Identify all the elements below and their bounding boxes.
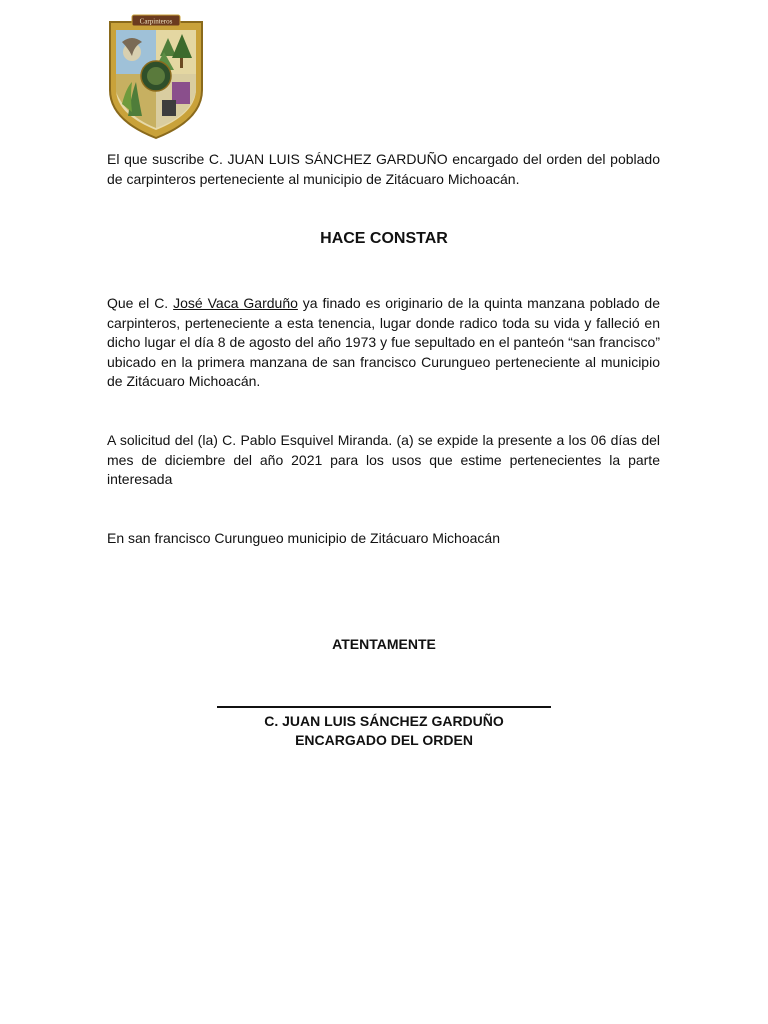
body-rest: ya finado es originario de la quinta manzana poblado de carpinteros, perteneciente a esta tenencia, lugar donde radico toda su vida y falleció en dicho lugar el día 8 de agosto del año 1973 y fue sepultado en el panteón “san francisco” ubicado en la primera manzana de san francisco Curungueo perteneciente al municipio de Zitácuaro Michoacán. <box>107 295 660 389</box>
body-paragraph <box>107 294 660 392</box>
intro-paragraph: El que suscribe C. JUAN LUIS SÁNCHEZ GARDUÑO encargado del orden del poblado de carpinteros perteneciente al municipio de Zitácuaro Michoacán. <box>107 151 660 187</box>
document-heading: HACE CONSTAR <box>320 230 448 247</box>
signature-line <box>217 706 551 708</box>
body-prefix: Que el C. <box>107 295 174 311</box>
crest-banner-text: Carpinteros <box>139 17 173 26</box>
signer-name: C. JUAN LUIS SÁNCHEZ GARDUÑO <box>264 713 504 729</box>
place-paragraph: En san francisco Curungueo municipio de Zitácuaro Michoacán <box>107 530 500 546</box>
closing-salutation: ATENTAMENTE <box>332 636 436 652</box>
signer-role: ENCARGADO DEL ORDEN <box>295 732 473 748</box>
deceased-name: José Vaca Garduño <box>173 295 298 311</box>
request-paragraph: A solicitud del (la) C. Pablo Esquivel Miranda. (a) se expide la presente a los 06 días del mes de diciembre del año 2021 para los usos que estime pertenecientes la parte interesada <box>107 432 660 487</box>
municipal-crest-emblem <box>106 12 206 140</box>
